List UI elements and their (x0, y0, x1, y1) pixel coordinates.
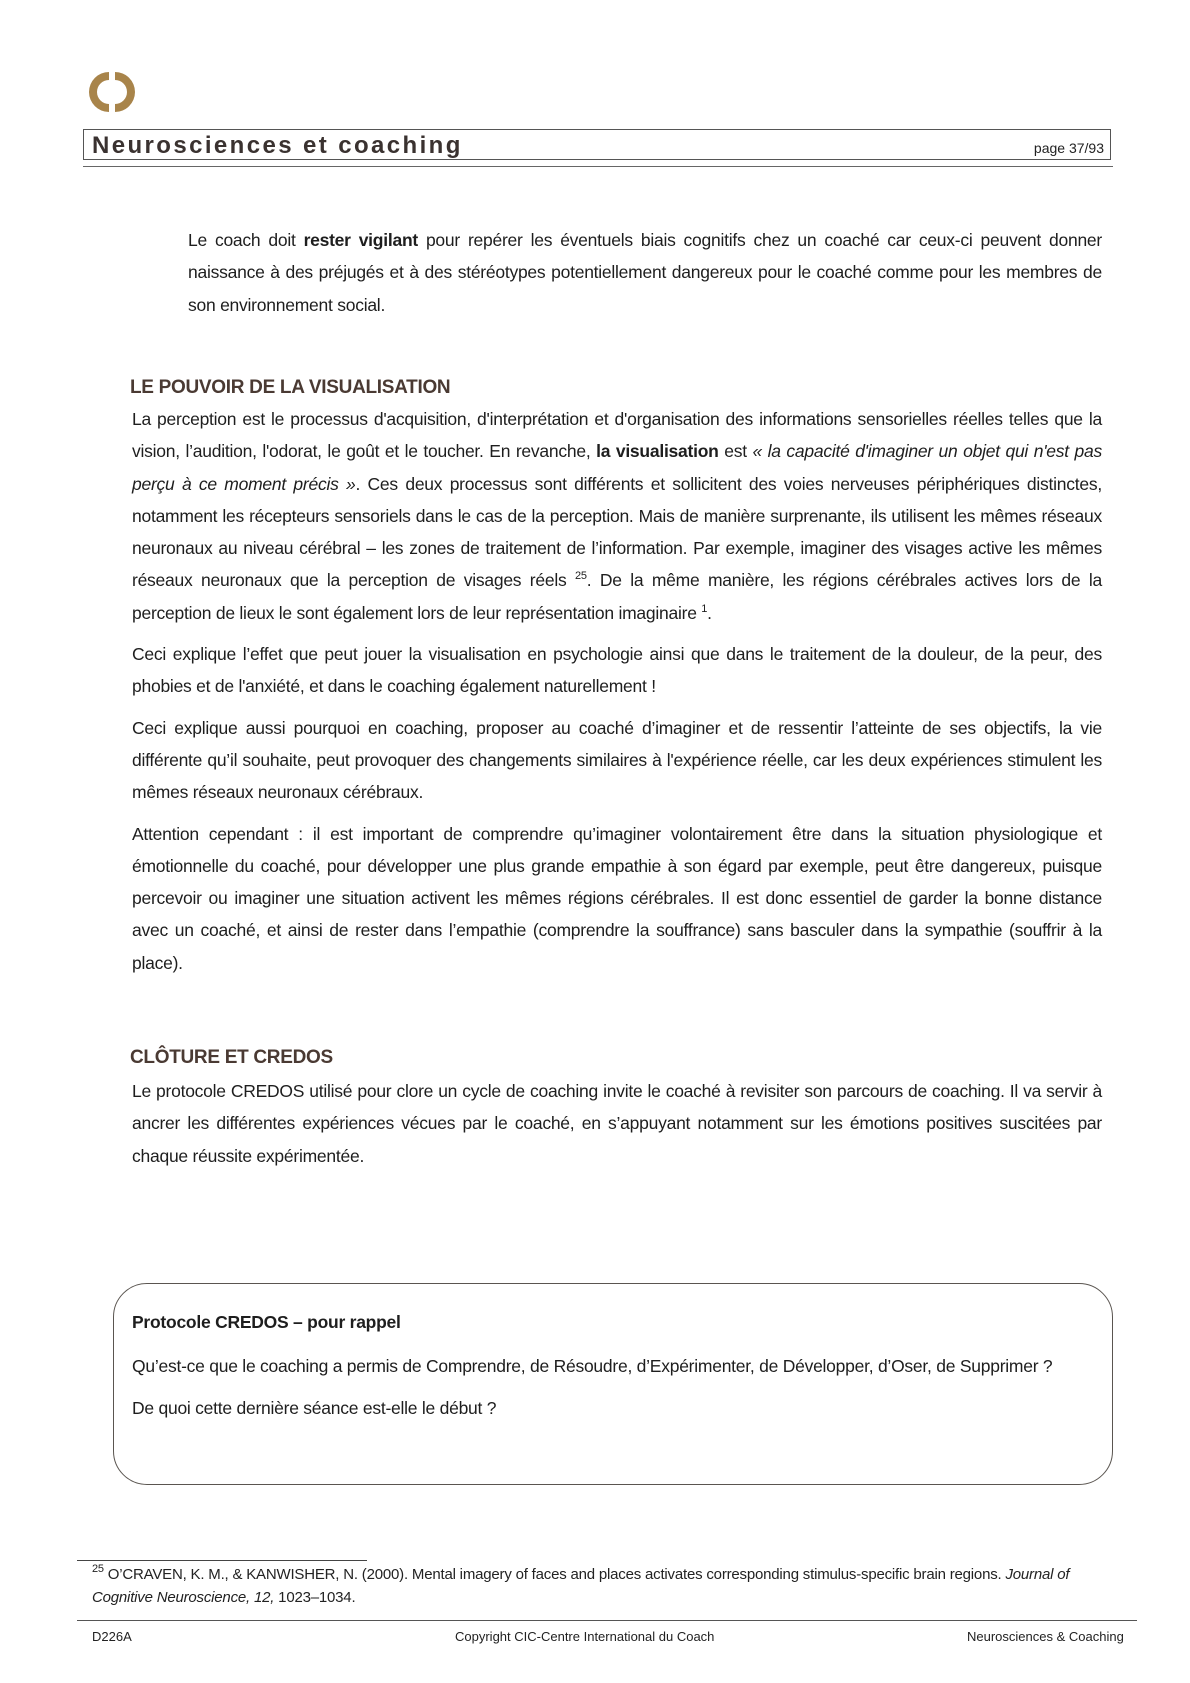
callout-question: De quoi cette dernière séance est-elle le début ? (132, 1397, 497, 1418)
paragraph: Ceci explique aussi pourquoi en coaching, proposer au coaché d’imaginer et de ressentir l’atteinte de ses objectifs, la vie différente qu’il souhaite, peut provoquer des changements similaires à l'expérience réelle, car les deux expériences stimulent les mêmes réseaux neuronaux cérébraux. (132, 717, 1102, 803)
footer-copyright: Copyright CIC-Centre International du Coach (455, 1629, 715, 1644)
section-heading-credos: CLÔTURE ET CREDOS (130, 1047, 333, 1068)
intro-paragraph: Le coach doit rester vigilant pour repérer les éventuels biais cognitifs chez un coaché car ceux-ci peuvent donner naissance à des préjugés et à des stéréotypes potentiellement dangereux pour le coaché comme pour les membres de son environnement social. (188, 230, 1102, 315)
footer-doc-code: D226A (92, 1629, 132, 1644)
page-number: page 37/93 (1033, 140, 1104, 156)
footnote-divider (77, 1560, 367, 1561)
section-credos-body (132, 1075, 1102, 1172)
paragraph: Le protocole CREDOS utilisé pour clore un cycle de coaching invite le coaché à revisiter son parcours de coaching. Il va servir à ancrer les différentes expériences vécues par le coaché, en s’appuyant notamment sur les émotions positives suscitées par chaque réussite expérimentée. (132, 1081, 1102, 1166)
paragraph: La perception est le processus d'acquisition, d'interprétation et d'organisation des informations sensorielles réelles telles que la vision, l’audition, l'odorat, le goût et le toucher. En revanche, la visualisation est « la capacité d'imaginer un objet qui n'est pas perçu à ce moment précis ». Ces deux processus sont différents et sollicitent des voies nerveuses périphériques distinctes, notamment les récepteurs sensoriels dans le cas de la perception. Mais de manière surprenante, ils utilisent les mêmes réseaux neuronaux au niveau cérébral – les zones de traitement de l’information. Par exemple, imaginer des visages active les mêmes réseaux neuronaux que la perception de visages réels $^{25}$. De la même manière, les régions cérébrales actives lors de la perception de lieux le sont également lors de leur représentation imaginaire $^1$. (132, 409, 1103, 623)
paragraph: Attention cependant : il est important de comprendre qu’imaginer volontairement être dans la situation physiologique et émotionnelle du coaché, pour développer une plus grande empathie à son égard par exemple, peut être dangereux, puisque percevoir ou imaginer une situation activent les mêmes régions cérébrales. Il est donc essentiel de garder la bonne distance avec un coaché, et ainsi de rester dans l’empathie (comprendre la souffrance) sans basculer dans la sympathie (souffrir à la place). (132, 823, 1102, 973)
footer-divider (77, 1620, 1137, 1621)
footnote-25: $^{25}$ O’CRAVEN, K. M., & KANWISHER, N. (2000). Mental imagery of faces and places activates corresponding stimulus-specific brain regions. Journal of Cognitive Neuroscience, 12, 1023–1034. (92, 1563, 1070, 1606)
brand-ring-logo-icon (88, 68, 136, 116)
emphasis-bold: rester vigilant (303, 230, 418, 250)
paragraph: Ceci explique l’effet que peut jouer la visualisation en psychologie ainsi que dans le traitement de la douleur, de la peur, des phobies et de l'anxiété, et dans le coaching également naturellement ! (132, 644, 1102, 697)
footer-course-name: Neurosciences & Coaching (967, 1629, 1124, 1644)
document-title: Neurosciences et coaching (92, 132, 463, 159)
footnote-ref-1[interactable]: 1 (701, 602, 708, 615)
credos-callout (132, 1306, 1102, 1424)
footnote-ref-25[interactable]: 25 (574, 570, 587, 583)
section-visualisation-body (132, 403, 1102, 979)
callout-question: Qu’est-ce que le coaching a permis de Comprendre, de Résoudre, d’Expérimenter, de Développer, d’Oser, de Supprimer ? (132, 1356, 1053, 1377)
header-divider (83, 166, 1113, 167)
section-heading-visualisation: LE POUVOIR DE LA VISUALISATION (130, 377, 451, 398)
callout-title: Protocole CREDOS – pour rappel (132, 1312, 401, 1332)
